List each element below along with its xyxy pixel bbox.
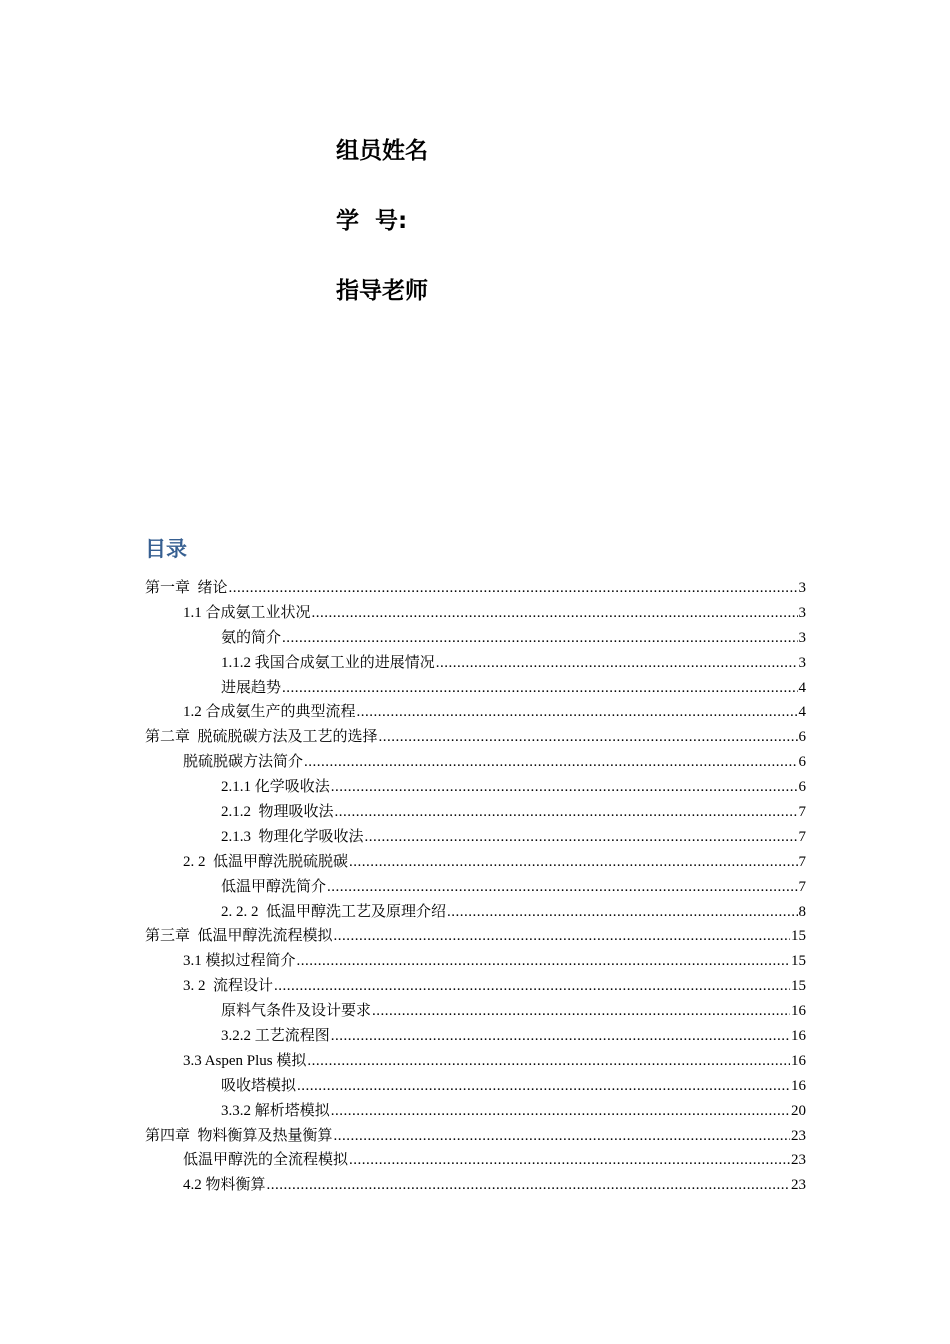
toc-dot-leader <box>304 750 797 775</box>
toc-entry-page: 7 <box>798 853 806 870</box>
toc-entry-title: 第四章 物料衡算及热量衡算 <box>145 1127 333 1144</box>
toc-dot-leader <box>282 676 797 701</box>
toc-dot-leader <box>365 825 798 850</box>
toc-entry-page: 3 <box>798 580 806 596</box>
toc-dot-leader <box>229 576 798 601</box>
toc-entry[interactable] <box>145 676 806 701</box>
toc-dot-leader <box>312 601 798 626</box>
toc-entry-title: 原料气条件及设计要求 <box>221 1003 372 1020</box>
toc-entry[interactable] <box>145 1099 806 1124</box>
toc-entry[interactable] <box>145 1148 806 1173</box>
toc-entry[interactable] <box>145 974 806 999</box>
toc-dot-leader <box>282 626 797 651</box>
toc-entry-page: 23 <box>791 1177 806 1194</box>
toc-dot-leader <box>447 900 797 925</box>
toc-entry-page: 15 <box>791 978 806 995</box>
toc-dot-leader <box>334 1124 790 1149</box>
toc-entry-page: 3 <box>798 654 806 671</box>
toc-entry-title: 1.1.2 我国合成氨工业的进展情况 <box>221 654 435 671</box>
toc-entry-title: 2.1.3 物理化学吸收法 <box>221 828 364 845</box>
toc-entry-title: 第三章 低温甲醇洗流程模拟 <box>145 928 333 945</box>
toc-entry-page: 16 <box>791 1077 806 1094</box>
toc-entry[interactable] <box>145 1049 806 1074</box>
toc-dot-leader <box>307 1049 790 1074</box>
toc-dot-leader <box>331 1099 790 1124</box>
toc-dot-leader <box>267 1173 790 1198</box>
toc-entry-title: 进展趋势 <box>221 679 282 696</box>
toc-entry-page: 15 <box>791 928 806 945</box>
toc-entry-page: 16 <box>791 1052 806 1069</box>
toc-entry-page: 20 <box>791 1102 806 1119</box>
toc-entry-title: 3.1 模拟过程简介 <box>183 953 296 970</box>
toc-dot-leader <box>349 1148 790 1173</box>
toc-entry[interactable] <box>145 750 806 775</box>
toc-entry[interactable] <box>145 850 806 875</box>
toc-entry-title: 3.2.2 工艺流程图 <box>221 1028 330 1045</box>
toc-entry[interactable] <box>145 1024 806 1049</box>
toc-entry[interactable] <box>145 875 806 900</box>
toc-entry-page: 6 <box>798 754 806 771</box>
toc-entry-title: 第一章 绪论 <box>145 580 228 596</box>
toc-dot-leader <box>335 800 798 825</box>
toc-entry[interactable] <box>145 949 806 974</box>
toc-entry[interactable] <box>145 924 806 949</box>
toc-entry-page: 7 <box>798 828 806 845</box>
toc-entry[interactable] <box>145 800 806 825</box>
student-id-label: 学 号: <box>336 208 408 234</box>
toc-entry-page: 6 <box>798 779 806 796</box>
toc-entry[interactable] <box>145 725 806 750</box>
toc-entry-title: 3.3 Aspen Plus 模拟 <box>183 1052 307 1069</box>
toc-entry-title: 1.2 合成氨生产的典型流程 <box>183 704 356 721</box>
toc-dot-leader <box>436 651 798 676</box>
toc-dot-leader <box>331 1024 790 1049</box>
toc-entry-page: 23 <box>791 1152 806 1169</box>
toc-entry[interactable] <box>145 900 806 925</box>
toc-entry[interactable] <box>145 601 806 626</box>
toc-entry-title: 第二章 脱硫脱碳方法及工艺的选择 <box>145 729 378 746</box>
toc-entry-page: 15 <box>791 953 806 970</box>
toc-dot-leader <box>274 974 790 999</box>
toc-entry-page: 8 <box>798 903 806 920</box>
toc-entry-title: 低温甲醇洗的全流程模拟 <box>183 1152 349 1169</box>
toc-entry-page: 4 <box>798 679 806 696</box>
toc-dot-leader <box>297 949 790 974</box>
toc-entry-page: 4 <box>798 704 806 721</box>
members-label: 组员姓名 <box>336 138 428 164</box>
toc-dot-leader <box>297 1074 790 1099</box>
toc-entry[interactable] <box>145 999 806 1024</box>
toc-dot-leader <box>379 725 798 750</box>
toc-entry[interactable] <box>145 700 806 725</box>
toc-entry-title: 2. 2. 2 低温甲醇洗工艺及原理介绍 <box>221 903 447 920</box>
toc-entry[interactable] <box>145 825 806 850</box>
toc-title: 目录 <box>145 537 187 561</box>
toc-entry-title: 3.3.2 解析塔模拟 <box>221 1102 330 1119</box>
toc-entry-title: 氨的简介 <box>221 629 282 646</box>
toc-entry[interactable] <box>145 626 806 651</box>
advisor-label: 指导老师 <box>336 278 428 304</box>
toc-entry-title: 低温甲醇洗简介 <box>221 878 327 895</box>
toc-entry-title: 1.1 合成氨工业状况 <box>183 604 311 621</box>
toc-entry-page: 3 <box>798 629 806 646</box>
cover-info <box>336 128 428 338</box>
toc-dot-leader <box>331 775 798 800</box>
toc-entry-title: 2. 2 低温甲醇洗脱硫脱碳 <box>183 853 349 870</box>
toc-entry-title: 2.1.1 化学吸收法 <box>221 779 330 796</box>
toc-dot-leader <box>357 700 798 725</box>
toc-entry[interactable] <box>145 651 806 676</box>
toc-entry[interactable] <box>145 1074 806 1099</box>
toc-dot-leader <box>349 850 797 875</box>
toc-entry-page: 16 <box>791 1028 806 1045</box>
toc-entry-page: 7 <box>798 878 806 895</box>
toc-entry-title: 4.2 物料衡算 <box>183 1177 266 1194</box>
toc-dot-leader <box>327 875 797 900</box>
toc-entry-page: 7 <box>798 804 806 821</box>
toc-entry[interactable] <box>145 576 806 601</box>
table-of-contents <box>145 576 806 1198</box>
toc-entry-title: 3. 2 流程设计 <box>183 978 274 995</box>
toc-entry-title: 脱硫脱碳方法简介 <box>183 754 304 771</box>
toc-entry-page: 23 <box>791 1127 806 1144</box>
toc-entry-page: 6 <box>798 729 806 746</box>
toc-dot-leader <box>372 999 790 1024</box>
toc-entry-title: 2.1.2 物理吸收法 <box>221 804 334 821</box>
toc-entry-page: 16 <box>791 1003 806 1020</box>
toc-dot-leader <box>334 924 790 949</box>
toc-entry[interactable] <box>145 1124 806 1149</box>
toc-entry[interactable] <box>145 775 806 800</box>
toc-entry-title: 吸收塔模拟 <box>221 1077 297 1094</box>
toc-entry[interactable] <box>145 1173 806 1198</box>
toc-entry-page: 3 <box>798 604 806 621</box>
